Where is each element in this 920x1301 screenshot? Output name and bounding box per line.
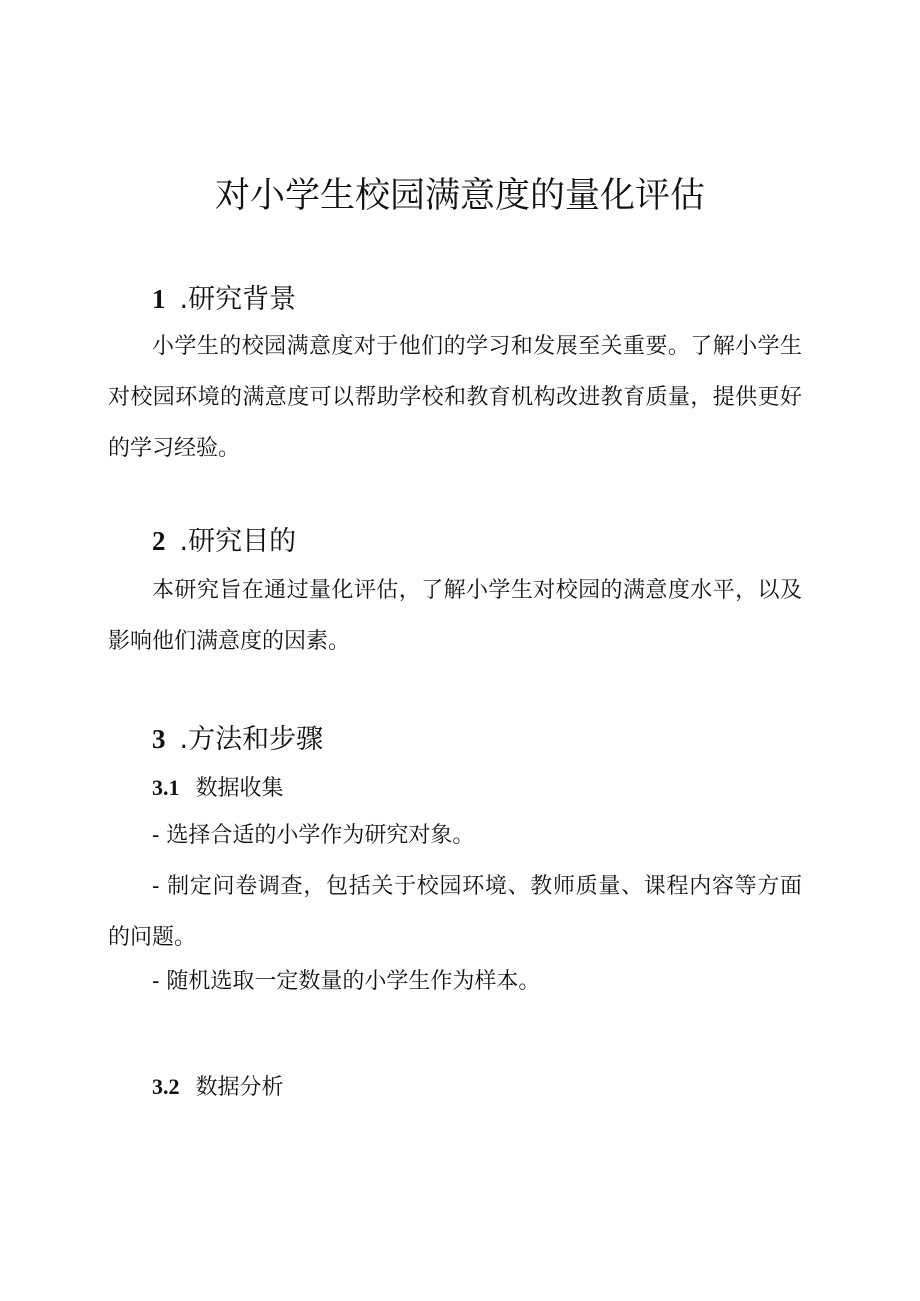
subsection-number-3-1: 3.1 — [152, 775, 180, 800]
section-heading-2 — [152, 522, 296, 561]
document-title: 对小学生校园满意度的量化评估 — [214, 176, 705, 216]
section-paragraph-2: 本研究旨在通过量化评估，了解小学生对校园的满意度水平，以及影响他们满意度的因素。 — [108, 578, 802, 654]
section-number-2: 2 — [152, 526, 166, 556]
subsection-title-3-1: 数据收集 — [195, 776, 284, 801]
section-heading-1 — [152, 280, 296, 319]
section-paragraph-1: 小学生的校园满意度对于他们的学习和发展至关重要。了解小学生对校园环境的满意度可以帮助学校和教育机构改进教育质量，提供更好的学习经验。 — [108, 334, 802, 461]
section-title-2: .研究目的 — [179, 526, 297, 557]
subsection-number-3-2: 3.2 — [152, 1074, 180, 1099]
list-item: - 制定问卷调查，包括关于校园环境、教师质量、课程内容等方面的问题。 — [108, 874, 802, 950]
section-title-3: .方法和步骤 — [179, 724, 324, 755]
section-title-1: .研究背景 — [179, 284, 297, 315]
subsection-heading-3-1 — [152, 772, 284, 805]
section-number-3: 3 — [152, 724, 166, 754]
list-item: - 随机选取一定数量的小学生作为样本。 — [152, 969, 541, 994]
subsection-heading-3-2 — [152, 1071, 284, 1104]
subsection-title-3-2: 数据分析 — [195, 1075, 284, 1100]
list-item: - 选择合适的小学作为研究对象。 — [152, 823, 475, 848]
section-heading-3 — [152, 720, 323, 759]
section-number-1: 1 — [152, 284, 166, 314]
